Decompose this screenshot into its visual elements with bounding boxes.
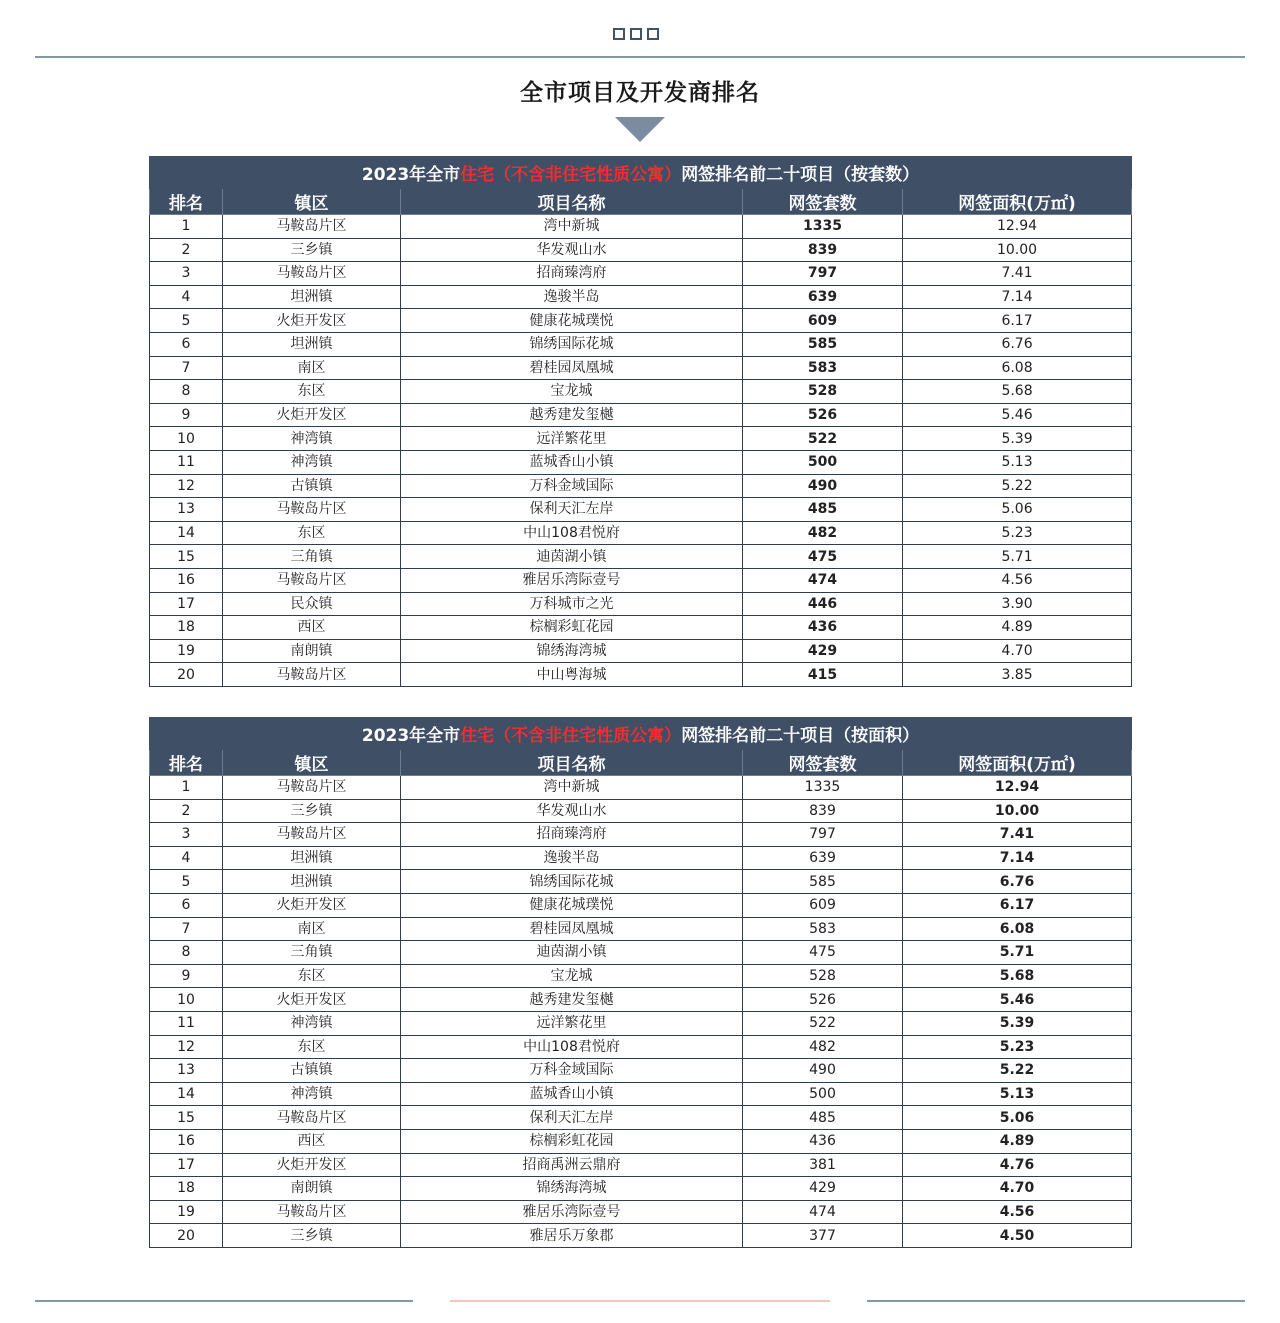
cell-units: 583 [743, 917, 903, 941]
cell-project: 湾中新城 [401, 776, 743, 800]
cell-project: 锦绣国际花城 [401, 870, 743, 894]
cell-units: 436 [743, 616, 903, 640]
cell-units: 415 [743, 663, 903, 687]
cell-district: 坦洲镇 [223, 870, 401, 894]
cell-project: 招商臻湾府 [401, 823, 743, 847]
square-icon [630, 28, 642, 40]
table-row [150, 1224, 1132, 1248]
table-row [150, 309, 1132, 333]
cell-area: 5.46 [903, 403, 1132, 427]
cell-district: 坦洲镇 [223, 285, 401, 309]
cell-project: 锦绣国际花城 [401, 332, 743, 356]
cell-area: 6.76 [903, 332, 1132, 356]
column-header-units: 网签套数 [743, 750, 903, 776]
cell-rank: 10 [150, 988, 223, 1012]
cell-area: 4.70 [903, 639, 1132, 663]
cell-rank: 1 [150, 215, 223, 239]
cell-rank: 3 [150, 823, 223, 847]
cell-rank: 7 [150, 356, 223, 380]
table-row [150, 215, 1132, 239]
table-row [150, 1177, 1132, 1201]
square-icon [613, 28, 625, 40]
cell-district: 南朗镇 [223, 639, 401, 663]
column-header-project: 项目名称 [401, 750, 743, 776]
cell-project: 远洋繁花里 [401, 1011, 743, 1035]
cell-area: 5.22 [903, 1059, 1132, 1083]
cell-units: 474 [743, 1200, 903, 1224]
table-row [150, 893, 1132, 917]
cell-area: 5.46 [903, 988, 1132, 1012]
table-row [150, 1129, 1132, 1153]
cell-rank: 15 [150, 545, 223, 569]
cell-project: 锦绣海湾城 [401, 1177, 743, 1201]
table-row [150, 1106, 1132, 1130]
cell-project: 宝龙城 [401, 380, 743, 404]
column-header-rank: 排名 [150, 189, 223, 215]
table-row [150, 639, 1132, 663]
cell-rank: 9 [150, 964, 223, 988]
column-header-area: 网签面积(万㎡) [903, 750, 1132, 776]
cell-units: 639 [743, 285, 903, 309]
table-row [150, 1200, 1132, 1224]
cell-rank: 17 [150, 1153, 223, 1177]
table-row [150, 545, 1132, 569]
table-row [150, 870, 1132, 894]
cell-rank: 14 [150, 1082, 223, 1106]
cell-project: 保利天汇左岸 [401, 1106, 743, 1130]
cell-district: 火炬开发区 [223, 309, 401, 333]
table-row [150, 616, 1132, 640]
cell-rank: 18 [150, 1177, 223, 1201]
table-row [150, 988, 1132, 1012]
cell-rank: 9 [150, 403, 223, 427]
cell-district: 东区 [223, 380, 401, 404]
cell-area: 4.70 [903, 1177, 1132, 1201]
down-arrow-icon [615, 117, 665, 142]
page-title: 全市项目及开发商排名 [520, 80, 760, 106]
cell-units: 482 [743, 1035, 903, 1059]
cell-area: 3.85 [903, 663, 1132, 687]
ranking-table-by-units [149, 156, 1132, 687]
table-title-suffix: 网签排名前二十项目（按套数） [681, 165, 920, 185]
cell-area: 4.56 [903, 1200, 1132, 1224]
cell-area: 5.06 [903, 1106, 1132, 1130]
cell-units: 429 [743, 1177, 903, 1201]
cell-district: 火炬开发区 [223, 988, 401, 1012]
cell-area: 5.71 [903, 545, 1132, 569]
cell-district: 三乡镇 [223, 1224, 401, 1248]
cell-project: 越秀建发玺樾 [401, 988, 743, 1012]
table-row [150, 799, 1132, 823]
cell-project: 华发观山水 [401, 238, 743, 262]
cell-project: 蓝城香山小镇 [401, 1082, 743, 1106]
cell-area: 5.23 [903, 1035, 1132, 1059]
cell-rank: 17 [150, 592, 223, 616]
cell-project: 中山粤海城 [401, 663, 743, 687]
column-header-rank: 排名 [150, 750, 223, 776]
cell-area: 5.13 [903, 450, 1132, 474]
cell-rank: 5 [150, 309, 223, 333]
cell-district: 马鞍岛片区 [223, 1200, 401, 1224]
cell-area: 5.71 [903, 941, 1132, 965]
cell-rank: 18 [150, 616, 223, 640]
cell-area: 5.22 [903, 474, 1132, 498]
cell-project: 迪茵湖小镇 [401, 941, 743, 965]
table-row [150, 1035, 1132, 1059]
cell-district: 古镇镇 [223, 1059, 401, 1083]
cell-district: 神湾镇 [223, 1011, 401, 1035]
cell-rank: 12 [150, 1035, 223, 1059]
cell-district: 马鞍岛片区 [223, 1106, 401, 1130]
footer-divider-left [35, 1300, 413, 1302]
table-row [150, 332, 1132, 356]
cell-district: 火炬开发区 [223, 893, 401, 917]
cell-units: 485 [743, 1106, 903, 1130]
cell-area: 5.68 [903, 380, 1132, 404]
cell-project: 招商禹洲云鼎府 [401, 1153, 743, 1177]
cell-project: 保利天汇左岸 [401, 498, 743, 522]
cell-rank: 8 [150, 380, 223, 404]
cell-rank: 5 [150, 870, 223, 894]
cell-district: 东区 [223, 1035, 401, 1059]
cell-units: 609 [743, 893, 903, 917]
table-row [150, 941, 1132, 965]
cell-area: 7.14 [903, 285, 1132, 309]
cell-project: 湾中新城 [401, 215, 743, 239]
table-title-suffix: 网签排名前二十项目（按面积） [681, 726, 920, 746]
cell-rank: 2 [150, 799, 223, 823]
cell-area: 5.39 [903, 1011, 1132, 1035]
cell-units: 429 [743, 639, 903, 663]
cell-rank: 3 [150, 262, 223, 286]
table-row [150, 262, 1132, 286]
table-row [150, 356, 1132, 380]
table-row [150, 1011, 1132, 1035]
cell-rank: 20 [150, 1224, 223, 1248]
cell-project: 迪茵湖小镇 [401, 545, 743, 569]
table-row [150, 823, 1132, 847]
cell-area: 7.41 [903, 262, 1132, 286]
cell-project: 万科城市之光 [401, 592, 743, 616]
table-row [150, 427, 1132, 451]
table-title [150, 718, 1132, 750]
footer-divider-center [450, 1300, 830, 1302]
cell-district: 马鞍岛片区 [223, 663, 401, 687]
cell-rank: 8 [150, 941, 223, 965]
cell-district: 西区 [223, 1129, 401, 1153]
cell-project: 蓝城香山小镇 [401, 450, 743, 474]
cell-district: 南朗镇 [223, 1177, 401, 1201]
cell-rank: 6 [150, 893, 223, 917]
cell-units: 526 [743, 403, 903, 427]
cell-rank: 6 [150, 332, 223, 356]
cell-project: 远洋繁花里 [401, 427, 743, 451]
cell-units: 1335 [743, 215, 903, 239]
cell-area: 5.06 [903, 498, 1132, 522]
cell-area: 4.56 [903, 568, 1132, 592]
cell-district: 马鞍岛片区 [223, 215, 401, 239]
cell-district: 南区 [223, 917, 401, 941]
cell-area: 7.41 [903, 823, 1132, 847]
cell-district: 神湾镇 [223, 1082, 401, 1106]
table-row [150, 592, 1132, 616]
cell-district: 神湾镇 [223, 450, 401, 474]
cell-district: 马鞍岛片区 [223, 262, 401, 286]
cell-project: 华发观山水 [401, 799, 743, 823]
cell-units: 500 [743, 450, 903, 474]
cell-units: 475 [743, 941, 903, 965]
cell-district: 马鞍岛片区 [223, 568, 401, 592]
cell-district: 神湾镇 [223, 427, 401, 451]
table-row [150, 568, 1132, 592]
cell-area: 4.76 [903, 1153, 1132, 1177]
cell-units: 490 [743, 474, 903, 498]
cell-project: 中山108君悦府 [401, 1035, 743, 1059]
cell-district: 西区 [223, 616, 401, 640]
cell-district: 三角镇 [223, 941, 401, 965]
table-row [150, 380, 1132, 404]
cell-units: 639 [743, 846, 903, 870]
cell-rank: 4 [150, 285, 223, 309]
column-header-project: 项目名称 [401, 189, 743, 215]
ranking-table-by-area [149, 717, 1132, 1248]
cell-district: 火炬开发区 [223, 403, 401, 427]
cell-area: 3.90 [903, 592, 1132, 616]
cell-units: 797 [743, 823, 903, 847]
cell-project: 雅居乐万象郡 [401, 1224, 743, 1248]
cell-rank: 16 [150, 568, 223, 592]
table-row [150, 964, 1132, 988]
cell-district: 火炬开发区 [223, 1153, 401, 1177]
cell-units: 839 [743, 799, 903, 823]
table-row [150, 917, 1132, 941]
cell-rank: 11 [150, 450, 223, 474]
cell-area: 10.00 [903, 799, 1132, 823]
cell-units: 381 [743, 1153, 903, 1177]
cell-district: 坦洲镇 [223, 332, 401, 356]
cell-project: 雅居乐湾际壹号 [401, 568, 743, 592]
cell-district: 坦洲镇 [223, 846, 401, 870]
table-row [150, 521, 1132, 545]
cell-project: 逸骏半岛 [401, 846, 743, 870]
table-row [150, 403, 1132, 427]
cell-project: 棕榈彩虹花园 [401, 1129, 743, 1153]
cell-units: 377 [743, 1224, 903, 1248]
table-row [150, 285, 1132, 309]
cell-units: 585 [743, 870, 903, 894]
table-row [150, 663, 1132, 687]
cell-district: 东区 [223, 521, 401, 545]
cell-district: 马鞍岛片区 [223, 498, 401, 522]
cell-project: 万科金域国际 [401, 1059, 743, 1083]
table-row [150, 498, 1132, 522]
cell-district: 三乡镇 [223, 238, 401, 262]
cell-area: 6.08 [903, 356, 1132, 380]
cell-rank: 12 [150, 474, 223, 498]
cell-rank: 4 [150, 846, 223, 870]
cell-area: 12.94 [903, 776, 1132, 800]
table-row [150, 1153, 1132, 1177]
cell-units: 797 [743, 262, 903, 286]
cell-project: 棕榈彩虹花园 [401, 616, 743, 640]
cell-project: 越秀建发玺樾 [401, 403, 743, 427]
cell-units: 490 [743, 1059, 903, 1083]
cell-units: 436 [743, 1129, 903, 1153]
top-divider [35, 56, 1245, 58]
footer-divider-right [867, 1300, 1245, 1302]
cell-rank: 13 [150, 498, 223, 522]
table-row [150, 846, 1132, 870]
cell-rank: 19 [150, 1200, 223, 1224]
table-title-prefix: 2023年全市 [361, 165, 461, 185]
table-row [150, 474, 1132, 498]
cell-units: 522 [743, 1011, 903, 1035]
cell-rank: 14 [150, 521, 223, 545]
cell-units: 482 [743, 521, 903, 545]
cell-units: 839 [743, 238, 903, 262]
cell-project: 碧桂园凤凰城 [401, 917, 743, 941]
column-header-area: 网签面积(万㎡) [903, 189, 1132, 215]
column-header-units: 网签套数 [743, 189, 903, 215]
cell-units: 526 [743, 988, 903, 1012]
cell-project: 中山108君悦府 [401, 521, 743, 545]
cell-units: 485 [743, 498, 903, 522]
column-header-district: 镇区 [223, 189, 401, 215]
cell-units: 528 [743, 964, 903, 988]
top-square-icons [613, 28, 659, 40]
cell-units: 1335 [743, 776, 903, 800]
cell-rank: 11 [150, 1011, 223, 1035]
cell-project: 万科金域国际 [401, 474, 743, 498]
table-row [150, 1082, 1132, 1106]
cell-rank: 16 [150, 1129, 223, 1153]
cell-project: 雅居乐湾际壹号 [401, 1200, 743, 1224]
cell-area: 5.68 [903, 964, 1132, 988]
cell-units: 585 [743, 332, 903, 356]
table-title-highlight: 住宅（不含非住宅性质公寓） [460, 165, 682, 185]
cell-rank: 7 [150, 917, 223, 941]
cell-area: 5.13 [903, 1082, 1132, 1106]
cell-district: 马鞍岛片区 [223, 823, 401, 847]
table-row [150, 238, 1132, 262]
cell-area: 6.17 [903, 309, 1132, 333]
cell-rank: 15 [150, 1106, 223, 1130]
cell-district: 三乡镇 [223, 799, 401, 823]
table-title-highlight: 住宅（不含非住宅性质公寓） [460, 726, 682, 746]
cell-area: 5.39 [903, 427, 1132, 451]
table-title [150, 157, 1132, 189]
cell-area: 6.08 [903, 917, 1132, 941]
cell-district: 民众镇 [223, 592, 401, 616]
cell-project: 宝龙城 [401, 964, 743, 988]
cell-units: 528 [743, 380, 903, 404]
cell-district: 马鞍岛片区 [223, 776, 401, 800]
cell-area: 4.50 [903, 1224, 1132, 1248]
cell-area: 10.00 [903, 238, 1132, 262]
cell-rank: 19 [150, 639, 223, 663]
cell-project: 健康花城璞悦 [401, 893, 743, 917]
table-title-prefix: 2023年全市 [361, 726, 461, 746]
cell-rank: 1 [150, 776, 223, 800]
cell-rank: 13 [150, 1059, 223, 1083]
cell-rank: 20 [150, 663, 223, 687]
cell-area: 4.89 [903, 1129, 1132, 1153]
cell-district: 东区 [223, 964, 401, 988]
cell-area: 6.76 [903, 870, 1132, 894]
cell-units: 522 [743, 427, 903, 451]
cell-area: 6.17 [903, 893, 1132, 917]
cell-units: 474 [743, 568, 903, 592]
cell-project: 招商臻湾府 [401, 262, 743, 286]
cell-district: 三角镇 [223, 545, 401, 569]
cell-area: 12.94 [903, 215, 1132, 239]
cell-area: 5.23 [903, 521, 1132, 545]
cell-project: 碧桂园凤凰城 [401, 356, 743, 380]
cell-project: 健康花城璞悦 [401, 309, 743, 333]
table-row [150, 776, 1132, 800]
table-row [150, 1059, 1132, 1083]
table-row [150, 450, 1132, 474]
cell-rank: 2 [150, 238, 223, 262]
cell-project: 逸骏半岛 [401, 285, 743, 309]
cell-district: 古镇镇 [223, 474, 401, 498]
cell-units: 583 [743, 356, 903, 380]
square-icon [647, 28, 659, 40]
cell-district: 南区 [223, 356, 401, 380]
column-header-district: 镇区 [223, 750, 401, 776]
cell-area: 4.89 [903, 616, 1132, 640]
cell-units: 500 [743, 1082, 903, 1106]
cell-area: 7.14 [903, 846, 1132, 870]
cell-project: 锦绣海湾城 [401, 639, 743, 663]
cell-rank: 10 [150, 427, 223, 451]
cell-units: 446 [743, 592, 903, 616]
cell-units: 475 [743, 545, 903, 569]
cell-units: 609 [743, 309, 903, 333]
